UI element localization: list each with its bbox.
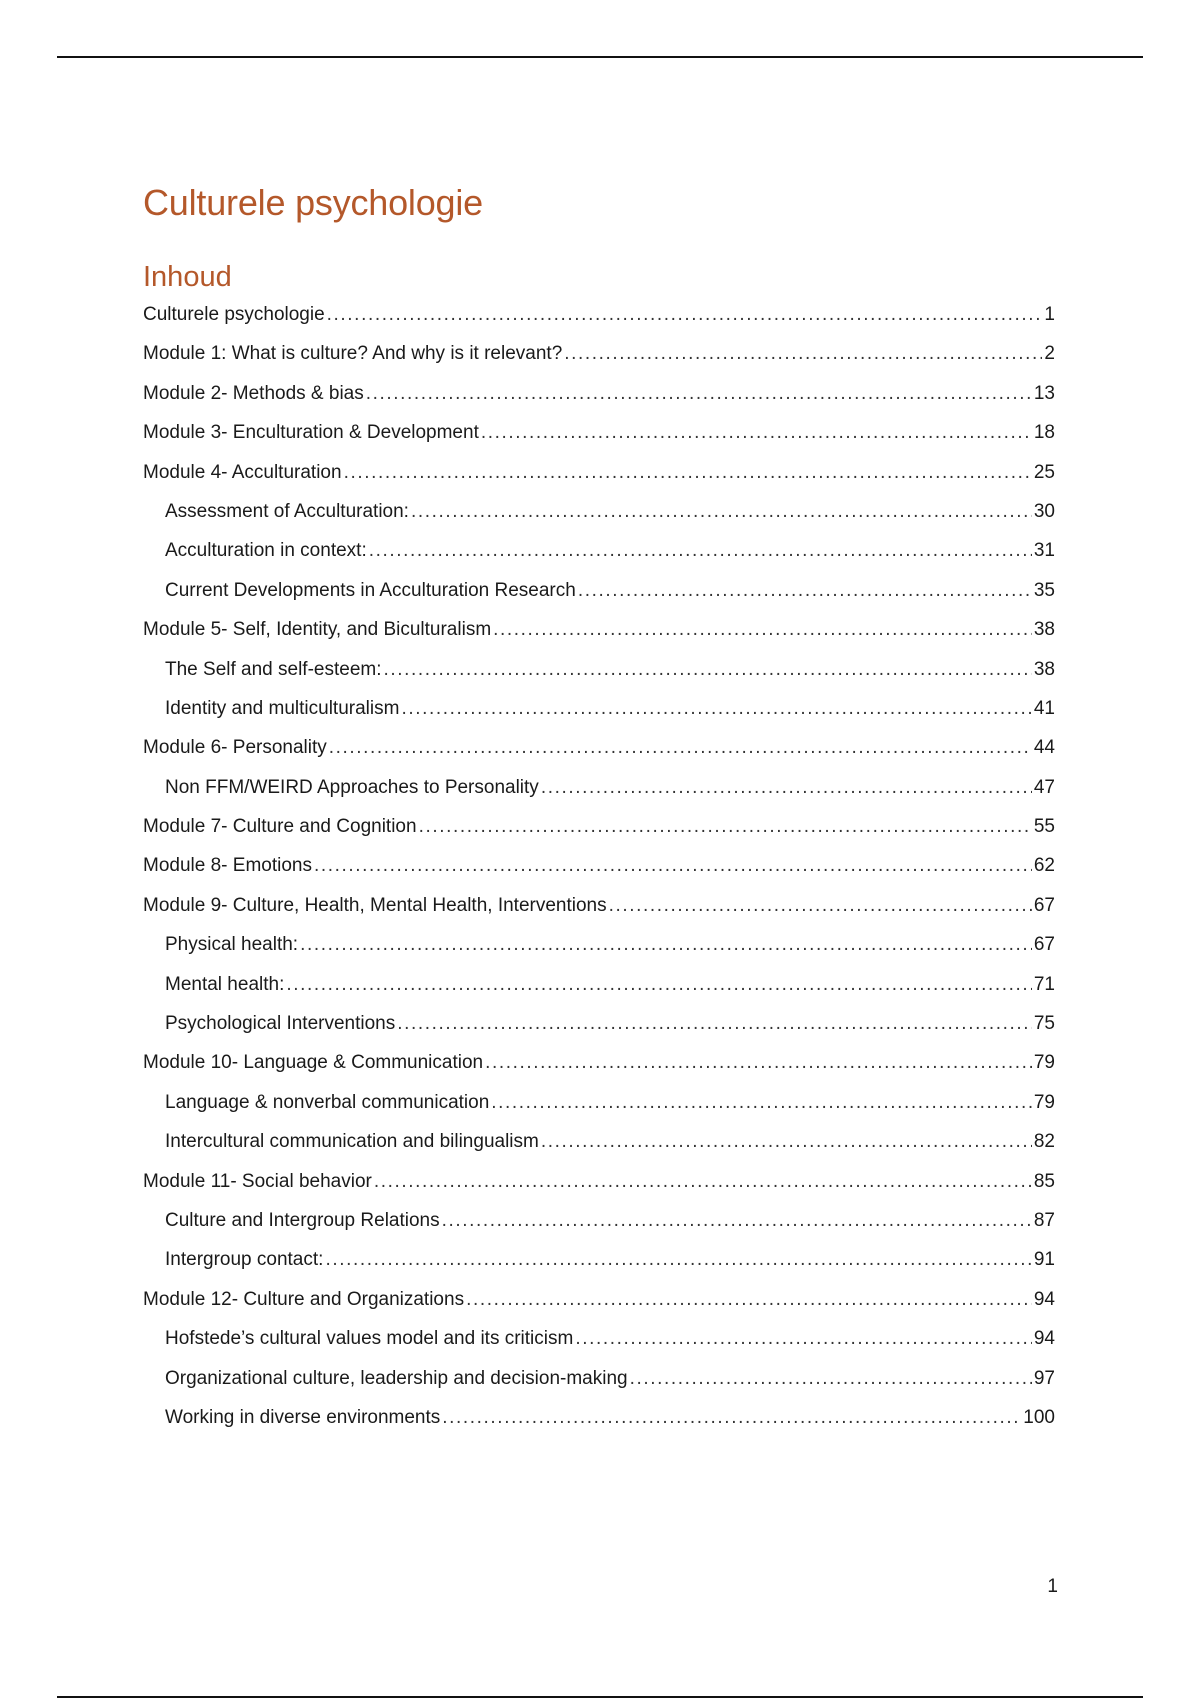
toc-entry-page[interactable]: 79: [1033, 1091, 1055, 1113]
toc-entry[interactable]: [143, 650, 1055, 689]
toc-entry[interactable]: [143, 1083, 1055, 1122]
toc-entry-title[interactable]: The Self and self-esteem:: [165, 658, 382, 680]
toc-dot-leader: [481, 413, 1032, 452]
toc-entry-page[interactable]: 79: [1033, 1052, 1055, 1074]
toc-dot-leader: [630, 1359, 1032, 1398]
toc-dot-leader: [401, 689, 1031, 728]
toc-entry-title[interactable]: Module 10- Language & Communication: [143, 1052, 484, 1074]
toc-entry-title[interactable]: Working in diverse environments: [165, 1406, 441, 1428]
toc-entry[interactable]: [143, 886, 1055, 925]
toc-entry[interactable]: [143, 768, 1055, 807]
toc-entry-title[interactable]: Module 7- Culture and Cognition: [143, 816, 417, 838]
toc-entry-title[interactable]: Hofstede’s cultural values model and its criticism: [165, 1328, 574, 1350]
toc-entry[interactable]: [143, 453, 1055, 492]
toc-entry-page[interactable]: 1: [1044, 304, 1055, 325]
table-of-contents: [143, 295, 1055, 1437]
toc-entry-page[interactable]: 62: [1033, 855, 1055, 877]
toc-entry-page[interactable]: 2: [1044, 343, 1055, 365]
toc-dot-leader: [541, 768, 1032, 807]
toc-entry[interactable]: [143, 1359, 1055, 1398]
toc-entry-title[interactable]: Assessment of Acculturation:: [165, 500, 409, 522]
toc-entry[interactable]: [143, 531, 1055, 570]
toc-entry[interactable]: [143, 1162, 1055, 1201]
toc-entry[interactable]: [143, 925, 1055, 964]
toc-entry-page[interactable]: 71: [1033, 973, 1055, 995]
toc-entry-page[interactable]: 31: [1033, 540, 1055, 562]
toc-entry-title[interactable]: Module 8- Emotions: [143, 855, 312, 877]
page-number: 1: [1047, 1576, 1058, 1597]
toc-entry-page[interactable]: 18: [1033, 422, 1055, 444]
toc-entry-title[interactable]: Module 9- Culture, Health, Mental Health, Interventions: [143, 894, 607, 916]
toc-entry-page[interactable]: 38: [1033, 658, 1055, 680]
toc-entry-page[interactable]: 82: [1033, 1131, 1055, 1153]
toc-dot-leader: [485, 1043, 1032, 1082]
toc-entry-title[interactable]: Culture and Intergroup Relations: [165, 1209, 440, 1231]
toc-dot-leader: [442, 1201, 1032, 1240]
toc-dot-leader: [286, 965, 1032, 1004]
toc-entry-page[interactable]: 44: [1033, 737, 1055, 759]
toc-entry-page[interactable]: 35: [1033, 579, 1055, 601]
toc-dot-leader: [300, 925, 1032, 964]
toc-dot-leader: [491, 1083, 1032, 1122]
toc-dot-leader: [578, 571, 1032, 610]
toc-dot-leader: [541, 1122, 1032, 1161]
toc-entry-page[interactable]: 97: [1033, 1367, 1055, 1389]
toc-entry-title[interactable]: Non FFM/WEIRD Approaches to Personality: [165, 776, 539, 798]
toc-entry[interactable]: [143, 1122, 1055, 1161]
toc-entry-page[interactable]: 100: [1023, 1406, 1055, 1428]
toc-entry[interactable]: [143, 492, 1055, 531]
toc-entry[interactable]: [143, 374, 1055, 413]
toc-entry-page[interactable]: 25: [1033, 461, 1055, 483]
toc-entry-page[interactable]: 85: [1033, 1170, 1055, 1192]
toc-entry[interactable]: [143, 610, 1055, 649]
toc-entry-title[interactable]: Module 5- Self, Identity, and Biculturalism: [143, 619, 492, 641]
toc-entry-page[interactable]: 94: [1033, 1328, 1055, 1350]
toc-dot-leader: [366, 374, 1032, 413]
toc-entry-title[interactable]: Intercultural communication and bilingualism: [165, 1131, 539, 1153]
document-title: Culturele psychologie: [143, 182, 483, 223]
toc-heading: Inhoud: [143, 261, 232, 293]
toc-entry-title[interactable]: Language & nonverbal communication: [165, 1091, 490, 1113]
toc-dot-leader: [374, 1162, 1032, 1201]
toc-entry-title[interactable]: Current Developments in Acculturation Research: [165, 579, 576, 601]
toc-entry[interactable]: [143, 728, 1055, 767]
toc-entry[interactable]: [143, 689, 1055, 728]
toc-entry-title[interactable]: Module 12- Culture and Organizations: [143, 1288, 465, 1310]
toc-dot-leader: [329, 728, 1032, 767]
toc-entry-page[interactable]: 30: [1033, 500, 1055, 522]
toc-dot-leader: [325, 1240, 1031, 1279]
toc-entry-page[interactable]: 41: [1033, 697, 1055, 719]
toc-entry-title[interactable]: Intergroup contact:: [165, 1249, 324, 1271]
toc-entry-title[interactable]: Culturele psychologie: [143, 304, 325, 325]
toc-entry[interactable]: [143, 846, 1055, 885]
document-page: [143, 178, 1055, 1428]
toc-entry[interactable]: [143, 965, 1055, 1004]
toc-entry-title[interactable]: Module 3- Enculturation & Development: [143, 422, 479, 444]
toc-entry-title[interactable]: Module 6- Personality: [143, 737, 327, 759]
header-rule: [57, 56, 1143, 58]
toc-entry-page[interactable]: 75: [1033, 1013, 1055, 1035]
toc-dot-leader: [442, 1398, 1021, 1437]
toc-dot-leader: [609, 886, 1032, 925]
toc-entry-title[interactable]: Identity and multiculturalism: [165, 697, 400, 719]
toc-entry-page[interactable]: 87: [1033, 1209, 1055, 1231]
toc-entry-title[interactable]: Module 2- Methods & bias: [143, 382, 364, 404]
toc-entry[interactable]: [143, 1319, 1055, 1358]
toc-dot-leader: [344, 453, 1032, 492]
toc-entry-title[interactable]: Organizational culture, leadership and decision-making: [165, 1367, 628, 1389]
toc-entry[interactable]: [143, 413, 1055, 452]
toc-entry-title[interactable]: Physical health:: [165, 934, 299, 956]
toc-entry[interactable]: [143, 1043, 1055, 1082]
toc-dot-leader: [411, 492, 1032, 531]
toc-entry[interactable]: [143, 1004, 1055, 1043]
toc-entry[interactable]: [143, 295, 1055, 334]
toc-entry-page[interactable]: 13: [1033, 382, 1055, 404]
toc-entry-title[interactable]: Module 11- Social behavior: [143, 1170, 372, 1192]
toc-dot-leader: [419, 807, 1032, 846]
footer-rule: [57, 1696, 1143, 1698]
toc-dot-leader: [575, 1319, 1032, 1358]
toc-dot-leader: [384, 650, 1032, 689]
toc-entry-title[interactable]: Module 4- Acculturation: [143, 461, 342, 483]
toc-entry[interactable]: [143, 1280, 1055, 1319]
toc-entry[interactable]: [143, 571, 1055, 610]
toc-dot-leader: [369, 531, 1032, 570]
toc-entry-page[interactable]: 47: [1033, 776, 1055, 798]
toc-dot-leader: [466, 1280, 1032, 1319]
toc-entry[interactable]: [143, 1201, 1055, 1240]
toc-entry-title[interactable]: Module 1: What is culture? And why is it relevant?: [143, 343, 563, 365]
toc-dot-leader: [564, 334, 1042, 373]
toc-dot-leader: [397, 1004, 1032, 1043]
toc-entry-page[interactable]: 55: [1033, 816, 1055, 838]
toc-dot-leader: [314, 846, 1032, 885]
toc-entry[interactable]: [143, 334, 1055, 373]
toc-entry-page[interactable]: 67: [1033, 894, 1055, 916]
toc-entry[interactable]: [143, 1240, 1055, 1279]
toc-entry-page[interactable]: 67: [1033, 934, 1055, 956]
toc-dot-leader: [327, 295, 1043, 334]
toc-entry-page[interactable]: 91: [1033, 1249, 1055, 1271]
toc-entry[interactable]: [143, 807, 1055, 846]
toc-dot-leader: [493, 610, 1032, 649]
toc-entry-page[interactable]: 94: [1033, 1288, 1055, 1310]
toc-entry-title[interactable]: Psychological Interventions: [165, 1013, 396, 1035]
toc-entry[interactable]: [143, 1398, 1055, 1437]
toc-entry-title[interactable]: Acculturation in context:: [165, 540, 367, 562]
toc-entry-page[interactable]: 38: [1033, 619, 1055, 641]
toc-entry-title[interactable]: Mental health:: [165, 973, 285, 995]
